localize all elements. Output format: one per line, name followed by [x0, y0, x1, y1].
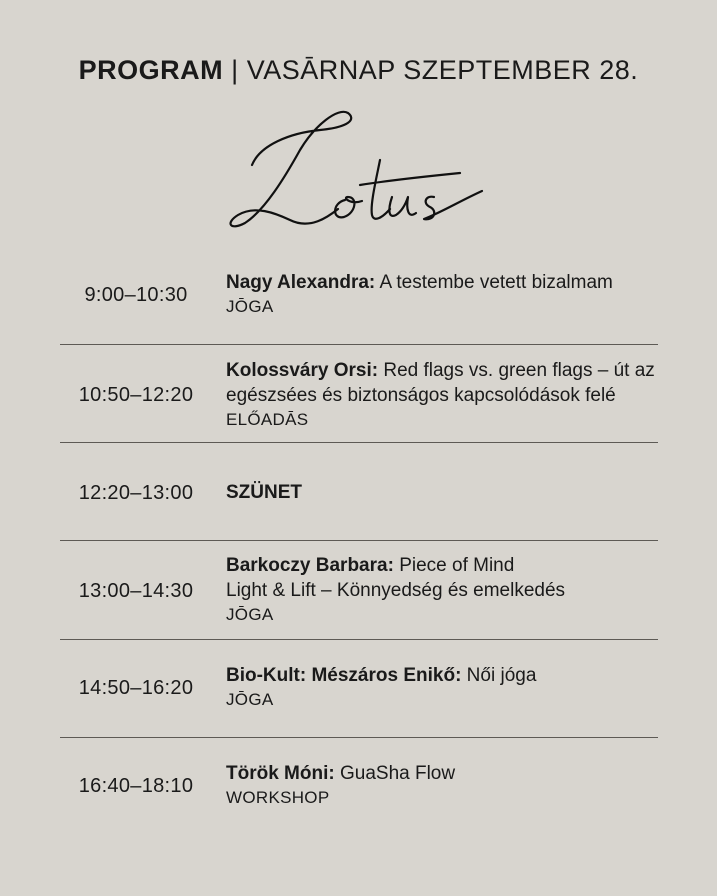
session-row [60, 268, 658, 338]
logo-letter-o [335, 197, 362, 217]
row-divider [60, 639, 658, 640]
session-category: JŌGA [226, 297, 274, 316]
session-row [60, 551, 658, 631]
session-details [226, 270, 662, 318]
event-date: VASĀRNAP SZEPTEMBER 28. [246, 55, 639, 85]
session-details [226, 358, 662, 431]
session-category: WORKSHOP [226, 788, 330, 807]
session-details [226, 480, 662, 505]
session-title-line [226, 761, 662, 786]
presenter-name: Barkoczy Barbara: [226, 555, 394, 576]
header-separator: | [231, 55, 239, 85]
session-title: GuaSha Flow [334, 763, 456, 784]
session-details [226, 663, 662, 711]
row-divider [60, 737, 658, 738]
break-label: SZÜNET [226, 482, 302, 503]
session-row [60, 356, 658, 436]
session-row [60, 470, 658, 520]
logo-letter-t-cross [360, 173, 460, 185]
session-category: JŌGA [226, 605, 274, 624]
session-time: 13:00–14:30 [78, 580, 194, 602]
session-title: Női jóga [461, 665, 537, 686]
session-details [226, 761, 662, 809]
row-divider [60, 442, 658, 443]
logo-letter-s [424, 191, 482, 219]
session-details [226, 553, 662, 626]
session-title: Piece of Mind [393, 555, 515, 576]
session-title-line [226, 480, 662, 505]
session-title: Red flags vs. green flags – út az egészsées és biztonságos kapcsolódások felé [226, 360, 655, 406]
logo-letter-l [231, 112, 352, 226]
program-heading: PROGRAM [78, 55, 224, 85]
presenter-name: Török Móni: [226, 763, 335, 784]
lotus-logo [220, 105, 500, 245]
presenter-name: Nagy Alexandra: [226, 272, 376, 293]
session-time: 16:40–18:10 [78, 775, 194, 797]
session-category: JŌGA [226, 690, 274, 709]
logo-letter-t [372, 160, 390, 219]
session-time: 10:50–12:20 [78, 384, 194, 406]
session-time: 14:50–16:20 [78, 677, 194, 699]
session-row [60, 760, 658, 820]
session-subtitle: Light & Lift – Könnyedség és emelkedés [226, 580, 566, 601]
session-title: A testembe vetett bizalmam [375, 272, 613, 293]
presenter-name: Bio-Kult: Mészáros Enikő: [226, 665, 462, 686]
session-category: ELŐADĀS [226, 410, 309, 429]
row-divider [60, 344, 658, 345]
row-divider [60, 540, 658, 541]
session-row [60, 662, 658, 722]
session-title-line [226, 553, 662, 578]
session-title-line [226, 270, 662, 295]
session-title-line [226, 358, 662, 408]
presenter-name: Kolossváry Orsi: [226, 360, 379, 381]
session-title-line [226, 663, 662, 688]
page-header [0, 55, 717, 86]
session-time: 12:20–13:00 [78, 482, 194, 504]
logo-letter-u [389, 197, 416, 216]
session-time: 9:00–10:30 [84, 284, 188, 306]
